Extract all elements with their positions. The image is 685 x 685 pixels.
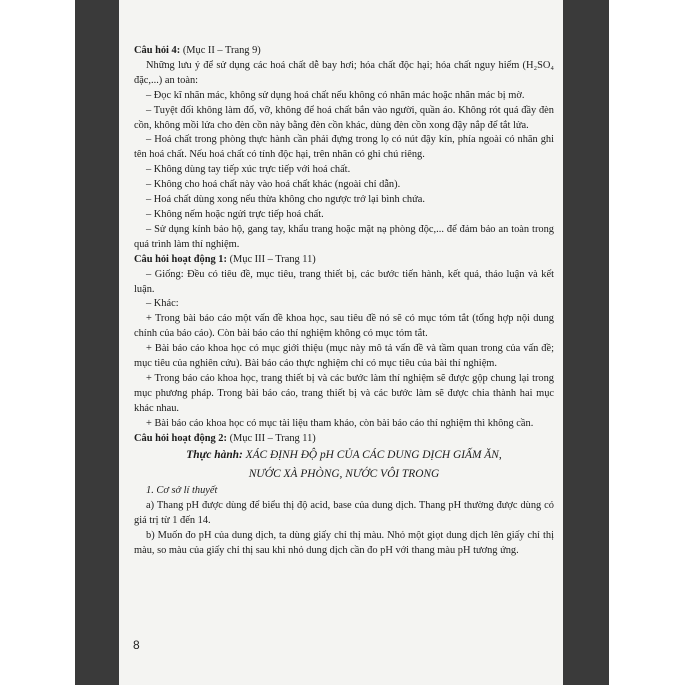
- activity1-heading-ref: (Mục III – Trang 11): [229, 253, 316, 265]
- q4-intro: Những lưu ý để sử dụng các hoá chất dễ bay hơi; hóa chất độc hại; hóa chất nguy hiểm (H₂SO₄ đặc,...) an toàn:: [134, 59, 554, 86]
- theory-item: b) Muốn đo pH của dung dịch, ta dùng giấy chỉ thị màu. Nhỏ một giọt dung dịch lên giấy chỉ thị màu, so màu của giấy chỉ thị sau khi nhỏ dung dịch cần đo pH với thang màu pH tương ứng.: [134, 530, 554, 557]
- practice-title-lead: Thực hành:: [186, 449, 243, 462]
- activity1-heading-label: Câu hỏi hoạt động 1:: [134, 253, 227, 265]
- activity2-heading-label: Câu hỏi hoạt động 2:: [134, 432, 227, 444]
- q4-item: – Đọc kĩ nhãn mác, không sử dụng hoá chất nếu không có nhãn mác hoặc nhãn mác bị mờ.: [146, 89, 525, 101]
- activity1-heading: [134, 253, 554, 268]
- activity1-item: + Trong bài báo cáo một vấn đề khoa học, sau tiêu đề nó sẽ có mục tóm tắt (tổng hợp nội dung chính của báo cáo). Còn bài báo cáo thí nghiệm không có mục tóm tắt.: [134, 313, 554, 340]
- activity1-item: + Trong báo cáo khoa học, trang thiết bị và các bước làm thí nghiệm sẽ được gộp chung lại trong mục phương pháp. Trong bài báo cáo, trang thiết bị và các bước làm sẽ được chia thành hai mục khác nhau.: [134, 372, 554, 414]
- q4-item: – Hoá chất trong phòng thực hành cần phải đựng trong lọ có nút đậy kín, phía ngoài có nhãn ghi tên hoá chất. Nếu hoá chất có tính độc hại, trên nhãn có ghi chú riêng.: [134, 134, 554, 161]
- q4-heading-label: Câu hỏi 4:: [134, 45, 181, 56]
- q4-item: – Không dùng tay tiếp xúc trực tiếp với hoá chất.: [146, 164, 351, 176]
- q4-heading-ref: (Mục II – Trang 9): [182, 45, 261, 56]
- activity1-item: + Bài báo cáo khoa học có mục tài liệu tham khảo, còn bài báo cáo thí nghiệm thì không cần.: [146, 417, 534, 429]
- q4-item: – Không cho hoá chất này vào hoá chất khác (ngoài chỉ dẫn).: [146, 179, 401, 191]
- document-page: [119, 0, 563, 685]
- q4-item: – Sử dụng kính bảo hộ, gang tay, khẩu trang hoặc mặt nạ phòng độc,... để đảm bảo an toàn trong quá trình làm thí nghiệm.: [134, 223, 554, 250]
- activity2-heading-ref: (Mục III – Trang 11): [229, 432, 316, 444]
- activity1-item: – Khác:: [146, 298, 179, 310]
- activity1-item: + Bài báo cáo khoa học có mục giới thiệu (mục này mô tả vấn đề và tầm quan trong của vấn đề; mục tiêu của nghiên cứu). Bài báo cáo thực nghiệm chỉ có mục tiêu của bài thí nghiệm.: [134, 343, 554, 370]
- page-number: 8: [133, 638, 140, 652]
- page-content: [134, 44, 554, 559]
- practice-title-line1: XÁC ĐỊNH ĐỘ pH CỦA CÁC DUNG DỊCH GIẤM ĂN,: [245, 449, 502, 462]
- theory-item: a) Thang pH được dùng để biểu thị độ acid, base của dung dịch. Thang pH thường được dùng có giá trị từ 1 đến 14.: [134, 500, 554, 527]
- theory-heading: 1. Cơ sở lí thuyết: [146, 485, 218, 497]
- activity2-heading: [134, 432, 554, 447]
- activity1-item: – Giống: Đều có tiêu đề, mục tiêu, trang thiết bị, các bước tiến hành, kết quả, thảo luận và kết luận.: [134, 268, 554, 295]
- q4-item: – Hoá chất dùng xong nếu thừa không cho ngược trở lại bình chứa.: [146, 194, 425, 206]
- practice-title-line2: NƯỚC XÀ PHÒNG, NƯỚC VÔI TRONG: [248, 468, 440, 481]
- practice-title: [134, 446, 554, 465]
- right-dark-border: [563, 0, 609, 685]
- q4-item: – Tuyệt đối không làm đổ, vỡ, không để hoá chất bắn vào người, quần áo. Không rót quá đầy đèn cồn, không mồi lửa cho đèn cồn này bằng đèn cồn khác, dùng đèn cồn xong đậy nắp để tắt lửa.: [134, 104, 554, 131]
- left-dark-border: [75, 0, 119, 685]
- q4-item: – Không nếm hoặc ngửi trực tiếp hoá chất.: [146, 208, 324, 220]
- q4-heading: [134, 44, 554, 59]
